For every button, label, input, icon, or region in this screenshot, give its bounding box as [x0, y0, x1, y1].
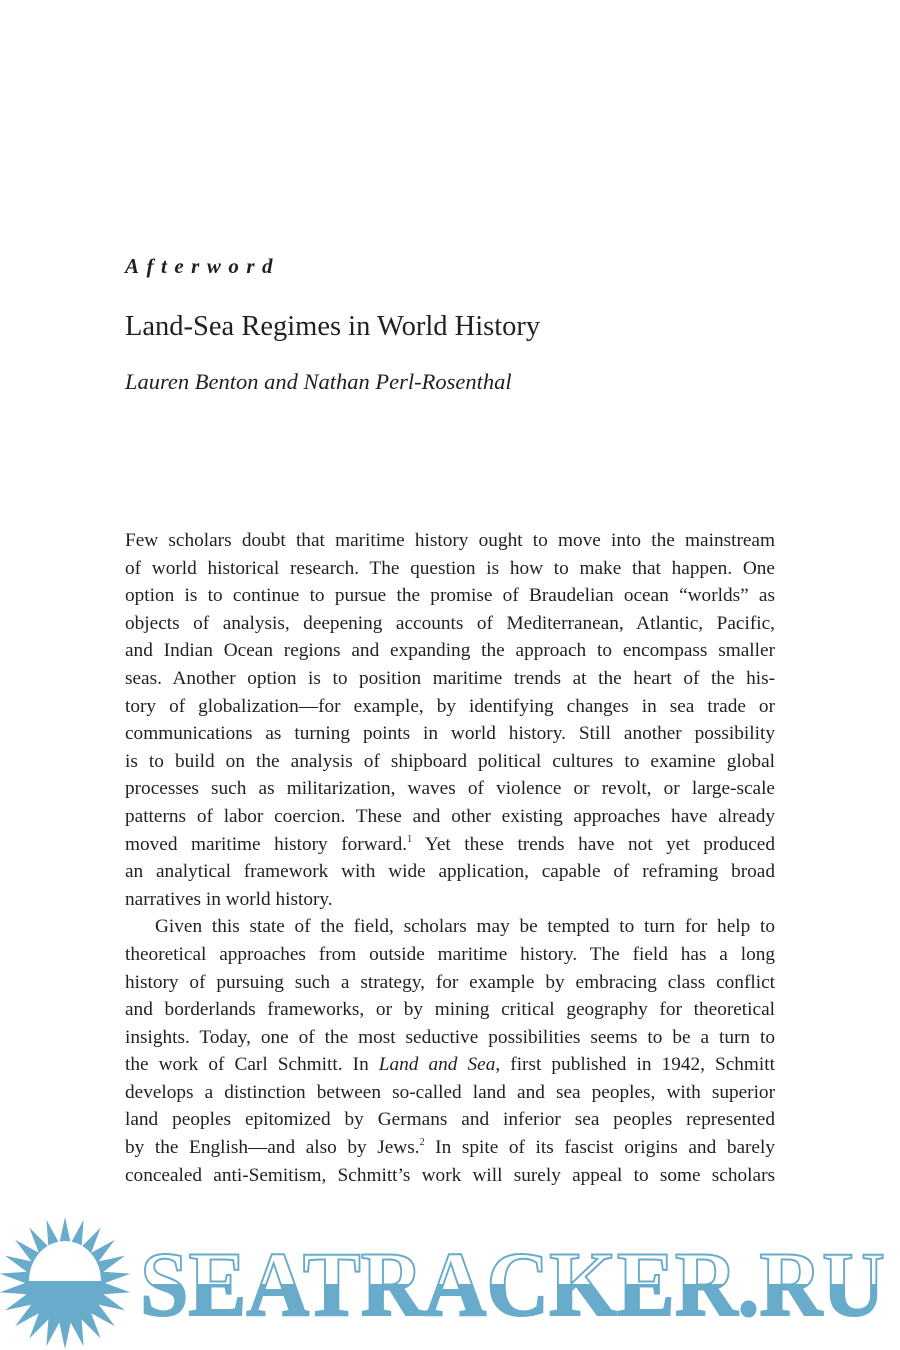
- text-segment: moved maritime history forward.: [125, 833, 408, 855]
- text-segment: history of pursuing such a strategy, for example by embracing class conflict: [125, 971, 775, 993]
- text-segment: Given this state of the field, scholars may be tempted to turn for help to: [155, 916, 775, 938]
- text-segment: land peoples epitomized by Germans and inferior sea peoples represented: [125, 1109, 775, 1131]
- text-segment: seas. Another option is to position maritime trends at the heart of the his-: [125, 667, 775, 689]
- text-segment: processes such as militarization, waves of violence or revolt, or large-scale: [125, 778, 775, 800]
- text-segment: communications as turning points in world history. Still another possibility: [125, 723, 775, 745]
- text-segment: narratives in world history.: [125, 888, 333, 910]
- text-segment: concealed anti-Semitism, Schmitt’s work will surely appeal to some scholars: [125, 1164, 775, 1186]
- text-segment: , first published in 1942, Schmitt: [495, 1054, 776, 1076]
- text-line: [125, 858, 775, 886]
- text-line: [125, 582, 775, 610]
- text-segment: insights. Today, one of the most seductive possibilities seems to be a turn to: [125, 1026, 775, 1048]
- text-segment: Yet these trends have not yet produced: [412, 833, 775, 855]
- text-line: [125, 610, 775, 638]
- text-line: [125, 748, 775, 776]
- text-line: [125, 720, 775, 748]
- footnote-marker[interactable]: 1: [407, 833, 413, 845]
- text-line: [125, 1134, 775, 1162]
- text-segment: by the English—and also by Jews.: [125, 1137, 420, 1159]
- text-line: [125, 941, 775, 969]
- text-line: [125, 555, 775, 583]
- text-segment: theoretical approaches from outside maritime history. The field has a long: [125, 943, 775, 965]
- body-text: [125, 527, 775, 1189]
- text-line: [125, 1079, 775, 1107]
- text-line: [125, 969, 775, 997]
- text-segment: and Indian Ocean regions and expanding the approach to encompass smaller: [125, 640, 775, 662]
- text-segment: Land and Sea: [378, 1054, 496, 1076]
- text-line: [125, 1162, 775, 1190]
- text-line: [125, 693, 775, 721]
- text-segment: tory of globalization—for example, by identifying changes in sea trade or: [125, 695, 775, 717]
- sun-icon: [0, 1217, 130, 1349]
- chapter-label: Afterword: [125, 254, 281, 278]
- text-segment: In spite of its fascist origins and barely: [424, 1137, 775, 1159]
- text-segment: an analytical framework with wide application, capable of reframing broad: [125, 861, 775, 883]
- chapter-title: Land-Sea Regimes in World History: [125, 311, 541, 342]
- text-line: [125, 665, 775, 693]
- sun-rays: [0, 1217, 130, 1349]
- text-line: [125, 913, 775, 941]
- text-line: [125, 803, 775, 831]
- text-line: [125, 996, 775, 1024]
- text-line: [125, 637, 775, 665]
- footnote-marker[interactable]: 2: [419, 1137, 425, 1149]
- text-segment: of world historical research. The question is how to make that happen. One: [125, 557, 775, 579]
- watermark-text: SEATRACKER.RU: [140, 1233, 885, 1335]
- text-segment: patterns of labor coercion. These and other existing approaches have already: [125, 805, 775, 827]
- text-segment: and borderlands frameworks, or by mining critical geography for theoretical: [125, 999, 775, 1021]
- text-segment: develops a distinction between so-called land and sea peoples, with superior: [125, 1081, 775, 1103]
- text-segment: the work of Carl Schmitt. In: [125, 1054, 379, 1076]
- text-line: [125, 1106, 775, 1134]
- text-segment: objects of analysis, deepening accounts of Mediterranean, Atlantic, Pacific,: [125, 612, 775, 634]
- text-line: [125, 886, 775, 914]
- text-line: [125, 527, 775, 555]
- text-segment: option is to continue to pursue the promise of Braudelian ocean “worlds” as: [125, 585, 775, 607]
- text-segment: is to build on the analysis of shipboard political cultures to examine global: [125, 750, 775, 772]
- text-line: [125, 1024, 775, 1052]
- chapter-authors: Lauren Benton and Nathan Perl-Rosenthal: [125, 369, 512, 394]
- text-segment: Few scholars doubt that maritime history ought to move into the mainstream: [125, 530, 775, 551]
- text-line: [125, 831, 775, 859]
- watermark-logo: [0, 1215, 900, 1350]
- text-line: [125, 775, 775, 803]
- text-line: [125, 1051, 775, 1079]
